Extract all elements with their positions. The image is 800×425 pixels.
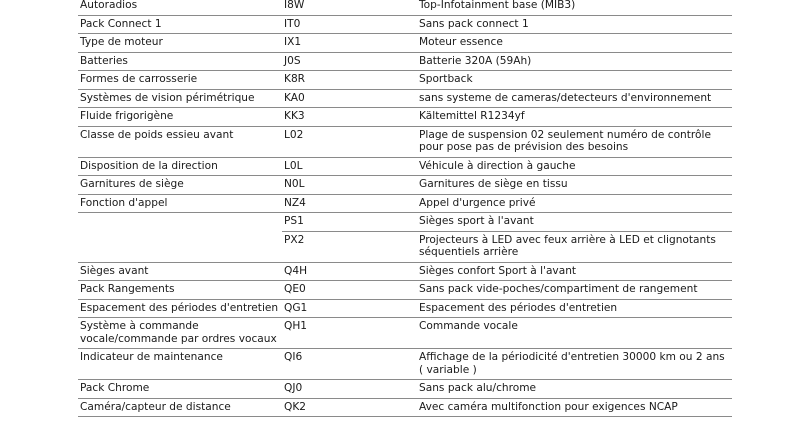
option-description: Appel d'urgence privé [417, 194, 732, 213]
option-description: Sièges sport à l'avant [417, 213, 732, 232]
option-description: Sans pack alu/chrome [417, 380, 732, 399]
option-label: Systèmes de vision périmétrique [78, 89, 282, 108]
option-code: J0S [282, 52, 417, 71]
table-row [78, 89, 732, 108]
table-row [78, 299, 732, 318]
option-label: Caméra/capteur de distance [78, 398, 282, 417]
option-description: Plage de suspension 02 seulement numéro de contrôle pour pose pas de prévision des besoins [417, 126, 732, 157]
table-row [78, 231, 732, 262]
option-label: Pack Chrome [78, 380, 282, 399]
option-code: K8R [282, 71, 417, 90]
option-code: NZ4 [282, 194, 417, 213]
table-row [78, 15, 732, 34]
option-code: N0L [282, 176, 417, 195]
option-description: Affichage de la périodicité d'entretien 30000 km ou 2 ans ( variable ) [417, 349, 732, 380]
option-label: Formes de carrosserie [78, 71, 282, 90]
option-code: PS1 [282, 213, 417, 232]
option-label: Garnitures de siège [78, 176, 282, 195]
option-code: KA0 [282, 89, 417, 108]
table-row [78, 194, 732, 213]
option-label: Sièges avant [78, 262, 282, 281]
option-description: Avec caméra multifonction pour exigences NCAP [417, 398, 732, 417]
option-label: Fluide frigorigène [78, 108, 282, 127]
table-row [78, 349, 732, 380]
option-label: Autoradios [78, 0, 282, 15]
option-description: Sièges confort Sport à l'avant [417, 262, 732, 281]
option-description: sans systeme de cameras/detecteurs d'environnement [417, 89, 732, 108]
option-label: Espacement des périodes d'entretien [78, 299, 282, 318]
option-code: KK3 [282, 108, 417, 127]
option-code: L02 [282, 126, 417, 157]
option-label: Fonction d'appel [78, 194, 282, 213]
option-description: Garnitures de siège en tissu [417, 176, 732, 195]
option-description: Véhicule à direction à gauche [417, 157, 732, 176]
option-code: QG1 [282, 299, 417, 318]
option-description: Commande vocale [417, 318, 732, 349]
table-row [78, 398, 732, 417]
table-row [78, 108, 732, 127]
option-description: Sans pack vide-poches/compartiment de rangement [417, 281, 732, 300]
table-row [78, 71, 732, 90]
option-code: IX1 [282, 34, 417, 53]
option-code: PX2 [282, 231, 417, 262]
table-row [78, 281, 732, 300]
option-code: QJ0 [282, 380, 417, 399]
option-label: Pack Connect 1 [78, 15, 282, 34]
table-row [78, 126, 732, 157]
option-code: I8W [282, 0, 417, 15]
table-row [78, 157, 732, 176]
option-code: QK2 [282, 398, 417, 417]
option-description: Batterie 320A (59Ah) [417, 52, 732, 71]
option-label: Classe de poids essieu avant [78, 126, 282, 157]
option-description: Projecteurs à LED avec feux arrière à LED et clignotants séquentiels arrière [417, 231, 732, 262]
option-code: Q4H [282, 262, 417, 281]
option-label: Batteries [78, 52, 282, 71]
table-row [78, 318, 732, 349]
option-description: Kältemittel R1234yf [417, 108, 732, 127]
table-row [78, 176, 732, 195]
option-description: Moteur essence [417, 34, 732, 53]
option-label: Pack Rangements [78, 281, 282, 300]
table-row [78, 262, 732, 281]
option-label: Disposition de la direction [78, 157, 282, 176]
option-label: Indicateur de maintenance [78, 349, 282, 380]
equipment-table-container [78, 0, 726, 417]
option-code: QI6 [282, 349, 417, 380]
option-description: Top-Infotainment base (MIB3) [417, 0, 732, 15]
table-row [78, 380, 732, 399]
option-label [78, 213, 282, 232]
option-label [78, 231, 282, 262]
option-label: Type de moteur [78, 34, 282, 53]
table-row [78, 213, 732, 232]
option-code: L0L [282, 157, 417, 176]
table-row [78, 0, 732, 15]
option-code: QH1 [282, 318, 417, 349]
equipment-table [78, 0, 732, 417]
option-description: Sans pack connect 1 [417, 15, 732, 34]
table-row [78, 34, 732, 53]
option-code: IT0 [282, 15, 417, 34]
table-row [78, 52, 732, 71]
option-description: Sportback [417, 71, 732, 90]
equipment-table-body [78, 0, 732, 417]
option-code: QE0 [282, 281, 417, 300]
option-label: Système à commande vocale/commande par ordres vocaux [78, 318, 282, 349]
option-description: Espacement des périodes d'entretien [417, 299, 732, 318]
